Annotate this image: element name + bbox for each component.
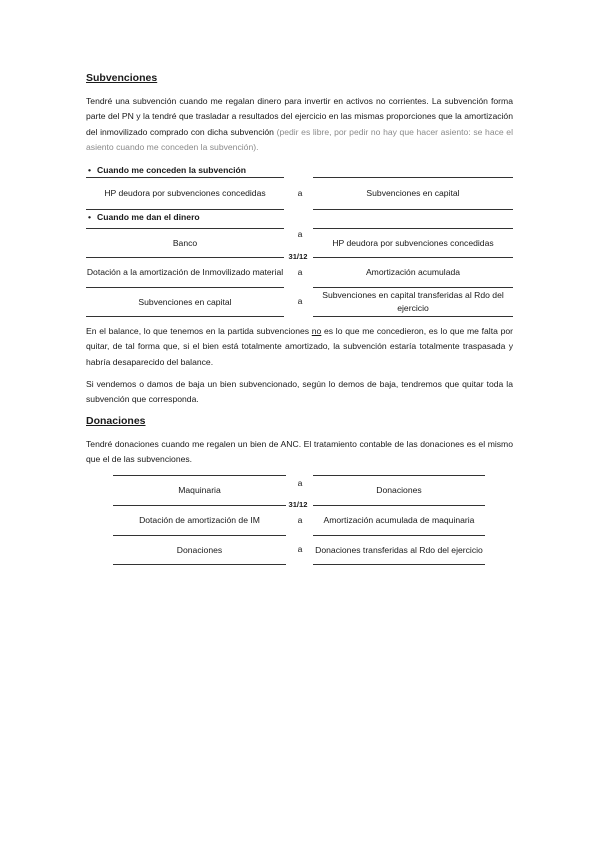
divider <box>313 228 513 229</box>
entry3-credit: Amortización acumulada <box>365 267 461 277</box>
divider <box>113 505 286 506</box>
divider <box>113 564 286 565</box>
divider <box>86 316 284 317</box>
entry2-a: a <box>297 229 303 239</box>
divider <box>113 475 286 476</box>
divider <box>313 505 485 506</box>
donacion-entry3-credit: Donaciones transferidas al Rdo del ejercicio <box>315 544 483 555</box>
date-label: 31/12 <box>288 500 308 509</box>
divider <box>313 475 485 476</box>
divider <box>86 257 284 258</box>
divider <box>313 257 513 258</box>
entry1-debit: HP deudora por subvenciones concedidas <box>104 188 266 198</box>
divider <box>86 228 284 229</box>
entry1-a: a <box>297 188 303 198</box>
divider <box>313 564 485 565</box>
divider <box>313 316 513 317</box>
entry1-credit: Subvenciones en capital <box>366 188 460 198</box>
entry2-debit: Banco <box>172 237 198 248</box>
balance-text-no: no <box>311 326 322 336</box>
balance-text-post: es lo que me concedieron, es lo que me falta por quitar, de tal forma que, si el bien está totalmente amortizado, la subvención estaría totalmente traspasada y habría desaparecido del balance. <box>86 326 513 367</box>
divider <box>86 177 284 178</box>
entry3-debit: Dotación a la amortización de Inmovilizado material <box>86 267 284 277</box>
divider <box>313 209 513 210</box>
entry3-a: a <box>297 267 303 277</box>
divider <box>113 535 286 536</box>
donaciones-intro: Tendré donaciones cuando me regalen un bien de ANC. El tratamiento contable de las donaciones es el mismo que el de las subvenciones. <box>86 439 513 465</box>
donacion-entry3-debit: Donaciones <box>176 544 223 555</box>
donacion-entry2-debit: Dotación de amortización de IM <box>139 515 260 525</box>
bullet-cobro: • Cuando me dan el dinero <box>88 212 200 222</box>
date-label: 31/12 <box>288 252 308 261</box>
balance-text-pre: En el balance, lo que tenemos en la partida subvenciones <box>86 326 312 336</box>
bullet-concesion: • Cuando me conceden la subvención <box>88 165 246 175</box>
divider <box>86 287 284 288</box>
section-title-subvenciones: Subvenciones <box>86 72 158 84</box>
section-title-donaciones: Donaciones <box>86 415 146 427</box>
subvenciones-intro-note: (pedir es libre, por pedir no hay que hacer asiento: se hace el asiento cuando me conceden la subvención). <box>86 126 513 152</box>
donacion-entry1-a: a <box>297 478 303 488</box>
donacion-entry1-debit: Maquinaria <box>178 485 221 495</box>
donacion-entry2-credit: Amortización acumulada de maquinaria <box>323 515 475 525</box>
balance-paragraph <box>86 324 513 370</box>
divider <box>313 535 485 536</box>
donacion-entry2-a: a <box>297 515 303 525</box>
entry2-credit: HP deudora por subvenciones concedidas <box>332 237 494 248</box>
entry4-debit: Subvenciones en capital <box>138 296 232 307</box>
donacion-entry3-a: a <box>297 544 303 554</box>
entry4-credit: Subvenciones en capital transferidas al Rdo del ejercicio <box>322 290 504 313</box>
divider <box>313 177 513 178</box>
divider <box>86 209 284 210</box>
baja-paragraph: Si vendemos o damos de baja un bien subvencionado, según lo demos de baja, tendremos que quitar toda la subvención que corresponda. <box>86 379 513 405</box>
divider <box>313 287 513 288</box>
subvenciones-intro-text: Tendré una subvención cuando me regalan dinero para invertir en activos no corrientes. La subvención forma parte del PN y la tendré que trasladar a resultados del ejercicio en las mismas proporciones que la amortización del inmovilizado comprado con dicha subvención <box>86 96 513 137</box>
donacion-entry1-credit: Donaciones <box>376 485 422 495</box>
entry4-a: a <box>297 296 303 306</box>
subvenciones-intro <box>86 94 513 155</box>
